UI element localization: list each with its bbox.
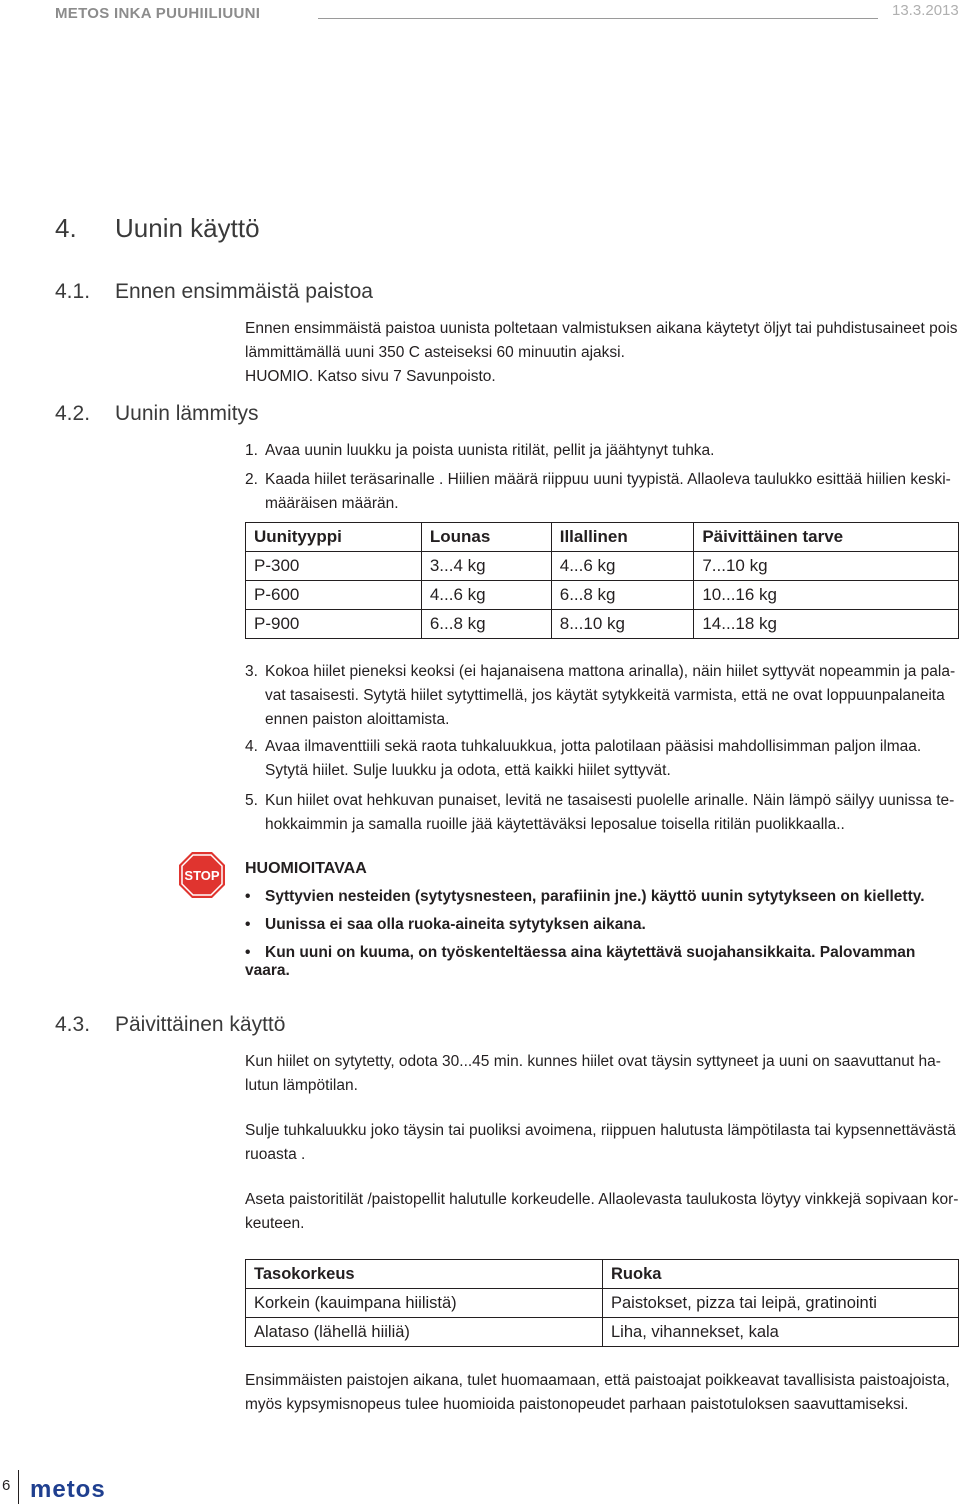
section-42-heading	[55, 402, 259, 426]
metos-logo	[30, 1478, 152, 1507]
table-cell: 8...10 kg	[551, 610, 694, 639]
table-header-cell: Tasokorkeus	[246, 1260, 603, 1289]
step-4-text: Avaa ilmaventtiili sekä raota tuhkaluukkua, jotta palotilaan pääsisi mahdollisimman paljon ilmaa. Sytytä hiilet. Sulje luukku ja odota, että kaikki hiilet syttyvät.	[265, 738, 922, 779]
section-41-title: Ennen ensimmäistä paistoa	[115, 280, 373, 303]
step-3-text: Kokoa hiilet pieneksi keoksi (ei hajanaisena mattona arinalla), näin hiilet syttyvät nopeammin ja pala-vat tasaisesti. Sytytä hiilet sytyttimellä, jos käytät sytykkeitä varmista, että ne ovat loppuunpalaneita ennen paiston aloittamista.	[265, 663, 956, 728]
step-2-number: 2.	[245, 471, 258, 488]
section-42-title: Uunin lämmitys	[115, 402, 259, 425]
section-41-para-2: lämmittämällä uuni 350 C asteiseksi 60 minuutin ajaksi.	[245, 344, 625, 361]
step-1-text: Avaa uunin luukku ja poista uunista ritilät, pellit ja jäähtynyt tuhka.	[265, 442, 715, 459]
warning-bullet	[245, 916, 646, 934]
metos-logo-text: metos	[30, 1478, 106, 1502]
table-cell: P-300	[246, 552, 422, 581]
step-5-text: Kun hiilet ovat hehkuvan punaiset, levitä ne tasaisesti puolelle arinalle. Näin lämpö säilyy uunissa te-hokkaimmin ja samalla ruoille jää käytettäväksi leposalue toisella ritilän puolikkaalla..	[265, 792, 955, 833]
table-cell: Korkein (kauimpana hiilistä)	[246, 1289, 603, 1318]
warning-bullet	[245, 944, 960, 980]
section-41-text	[245, 317, 960, 389]
table-header-cell: Lounas	[421, 523, 551, 552]
step-1	[245, 439, 960, 463]
section-41-para-3: HUOMIO. Katso sivu 7 Savunpoisto.	[245, 368, 496, 385]
warning-bullet-text: Uunissa ei saa olla ruoka-aineita sytytyksen aikana.	[265, 916, 646, 933]
page-number: 6	[2, 1477, 11, 1494]
table-cell: Paistokset, pizza tai leipä, gratinointi	[603, 1289, 959, 1318]
section-4-heading	[55, 213, 260, 244]
step-3	[245, 660, 960, 732]
table-header-cell: Päivittäinen tarve	[694, 523, 959, 552]
shelf-height-table	[245, 1259, 959, 1347]
coal-amount-table	[245, 522, 959, 639]
table-cell: 3...4 kg	[421, 552, 551, 581]
step-3-number: 3.	[245, 663, 258, 680]
step-5-number: 5.	[245, 792, 258, 809]
step-1-number: 1.	[245, 442, 258, 459]
step-2-text: Kaada hiilet teräsarinalle . Hiilien määrä riippuu uuni tyypistä. Allaoleva taulukko esittää hiilien keski-määräisen määrän.	[265, 471, 951, 512]
table-cell: 14...18 kg	[694, 610, 959, 639]
section-41-number: 4.1.	[55, 280, 91, 303]
table-cell: 6...8 kg	[421, 610, 551, 639]
step-5	[245, 789, 960, 837]
step-4	[245, 735, 960, 783]
table-cell: 6...8 kg	[551, 581, 694, 610]
section-41-para-1: Ennen ensimmäistä paistoa uunista poltetaan valmistuksen aikana käytetyt öljyt tai puhdistusaineet pois	[245, 320, 958, 337]
section-4-title: Uunin käyttö	[115, 213, 260, 243]
section-43-title: Päivittäinen käyttö	[115, 1013, 286, 1036]
table-cell: Alataso (lähellä hiiliä)	[246, 1318, 603, 1347]
table-cell: 4...6 kg	[551, 552, 694, 581]
table-header-row	[246, 1260, 959, 1289]
stop-sign-label: STOP	[184, 868, 220, 883]
table-cell: 4...6 kg	[421, 581, 551, 610]
table-row	[246, 1318, 959, 1347]
stop-sign-icon	[178, 851, 226, 899]
section-43-heading	[55, 1013, 285, 1037]
bullet-marker: •	[245, 888, 251, 905]
table-header-cell: Uunityyppi	[246, 523, 422, 552]
table-row	[246, 581, 959, 610]
step-2	[245, 468, 960, 516]
section-43-para-2: Sulje tuhkaluukku joko täysin tai puoliksi avoimena, riippuen halutusta lämpötilasta tai kypsennettävästä ruoasta .	[245, 1122, 956, 1163]
section-43-para-4: Ensimmäisten paistojen aikana, tulet huomaamaan, että paistoajat poikkeavat tavallisista paistoajoista, myös kypsymisnopeus tulee huomioida paistonopeudet parhaan paistotuloksen saavuttamiseksi.	[245, 1372, 950, 1413]
header-title: METOS INKA PUUHIILIUUNI	[55, 5, 261, 22]
table-cell: Liha, vihannekset, kala	[603, 1318, 959, 1347]
warning-bullet-text: Syttyvien nesteiden (sytytysnesteen, parafiinin jne.) käyttö uunin sytytykseen on kielletty.	[265, 888, 925, 905]
section-4-number: 4.	[55, 213, 77, 243]
warning-bullet-text: Kun uuni on kuuma, on työskenteltäessa aina käytettävä suojahansikkaita. Palovamman vaara.	[245, 944, 916, 979]
table-row	[246, 610, 959, 639]
table-cell: P-900	[246, 610, 422, 639]
table-cell: 7...10 kg	[694, 552, 959, 581]
header-rule	[318, 18, 878, 19]
step-4-number: 4.	[245, 738, 258, 755]
header-date: 13.3.2013	[892, 2, 959, 19]
table-row	[246, 1289, 959, 1318]
table-header-cell: Ruoka	[603, 1260, 959, 1289]
table-cell: P-600	[246, 581, 422, 610]
section-42-number: 4.2.	[55, 402, 91, 425]
table-cell: 10...16 kg	[694, 581, 959, 610]
section-41-heading	[55, 280, 373, 304]
footer-rule	[18, 1470, 19, 1504]
table-row	[246, 552, 959, 581]
section-43-para-1: Kun hiilet on sytytetty, odota 30...45 min. kunnes hiilet ovat täysin syttyneet ja uuni on saavuttanut ha-lutun lämpötilan.	[245, 1053, 941, 1094]
warning-title: HUOMIOITAVAA	[245, 860, 367, 877]
warning-bullet	[245, 888, 925, 906]
table-header-cell: Illallinen	[551, 523, 694, 552]
section-43-para-3: Aseta paistoritilät /paistopellit halutulle korkeudelle. Allaolevasta taulukosta löytyy vinkkejä sopivaan kor-keuteen.	[245, 1191, 959, 1232]
section-43-number: 4.3.	[55, 1013, 91, 1036]
table-header-row	[246, 523, 959, 552]
bullet-marker: •	[245, 916, 251, 933]
bullet-marker: •	[245, 944, 251, 961]
